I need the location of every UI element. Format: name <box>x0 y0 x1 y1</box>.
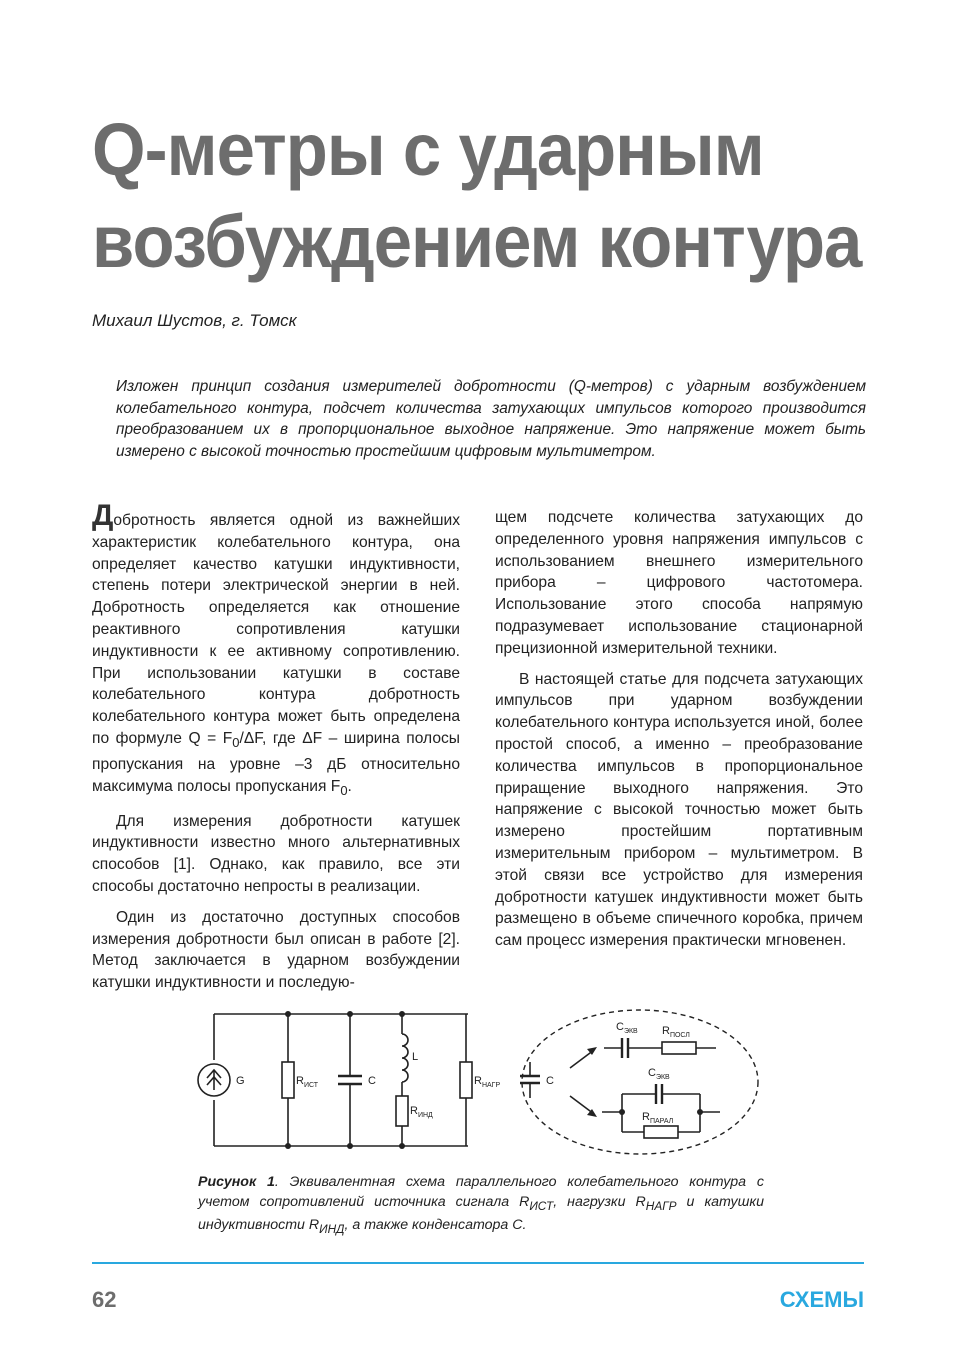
resistor-r-posl <box>662 1042 696 1054</box>
label-r-nagr: $R_{НАГР}$ <box>474 1075 501 1089</box>
body-column-right <box>495 507 863 961</box>
resistor-r-nagr <box>460 1062 472 1098</box>
figure-caption: Рисунок 1. Эквивалентная схема параллельного колебательного контура с учетом сопротивлений источника сигнала $R_{ИСТ}$, нагрузки $R_{НАГР}$ и катушки индуктивности $R_{ИНД}$, а также конденсатора C. <box>198 1174 764 1236</box>
paragraph-4: щем подсчете количества затухающих до определенного уровня напряжения импульсов с использованием внешнего измерительного прибора – цифрового частотомера. Использование этого способа напрямую подразумевает использование стационарной прецизионной измерительной техники. <box>495 509 863 657</box>
drop-cap: Д <box>92 499 114 532</box>
label-g: G <box>236 1075 245 1087</box>
title-line-2: возбуждением контура <box>92 200 862 283</box>
label-l: L <box>412 1051 419 1063</box>
paragraph-3: Один из достаточно доступных способов измерения добротности был описан в работе [2]. Метод заключается в ударном возбуждении катушки индуктивности и последую- <box>92 908 460 992</box>
footer-rule <box>92 1262 864 1264</box>
paragraph-5: В настоящей статье для подсчета затухающих импульсов при ударном возбуждении колебательного контура используется иной, более простой способ, а именно – преобразование количества импульсов в пропорциональное приращение выходного напряжения. Это напряжение с высокой точностью может быть измерено простейшим портативным измерительным прибором – мультиметром. В этой связи все устройство для измерения добротности катушек индуктивности может быть размещено в объеме спичечного коробка, причем сам процесс измерения практически мгновенен. <box>495 670 863 950</box>
label-r-paral: $R_{ПАРАЛ}$ <box>642 1111 674 1125</box>
label-c-ellipse: C <box>546 1075 554 1087</box>
label-r-ind: $R_{ИНД}$ <box>410 1105 433 1119</box>
page-number: 62 <box>92 1287 117 1312</box>
section-name: СХЕМЫ <box>779 1287 864 1312</box>
label-r-ist: $R_{ИСТ}$ <box>296 1075 319 1089</box>
body-column-left <box>92 499 460 1003</box>
circuit-diagram <box>196 1000 766 1160</box>
resistor-r-ind <box>396 1096 408 1126</box>
label-c-ekv-2: $C_{ЭКВ}$ <box>648 1067 670 1081</box>
paragraph-1: Добротность является одной из важнейших характеристик колебательного контура, она определяет качество катушки индуктивности, степень потери электрической энергии в ней. Добротность определяется как отношение реактивного сопротивления катушки индуктивности к ее активному сопротивлению. При использовании катушки в составе колебательного контура добротность колебательного контура может быть определена по формуле $Q = F_0/\Delta F$, где ΔF – ширина полосы пропускания на уровне –3 дБ относительно максимума полосы пропускания $F_0$. <box>92 499 460 798</box>
inductor-l <box>402 1034 408 1082</box>
label-c: C <box>368 1075 376 1087</box>
paragraph-2: Для измерения добротности катушек индуктивности известно много альтернативных способов [1]. Однако, как правило, все эти способы достаточно непросты в реализации. <box>92 812 460 895</box>
author-line: Михаил Шустов, г. Томск <box>92 311 297 330</box>
resistor-r-ist <box>282 1062 294 1098</box>
label-r-posl: $R_{ПОСЛ}$ <box>662 1025 690 1039</box>
label-c-ekv-1: $C_{ЭКВ}$ <box>616 1021 638 1035</box>
title-line-1: Q-метры с ударным <box>92 108 764 191</box>
abstract: Изложен принцип создания измерителей добротности (Q-метров) с ударным возбуждением колебательного контура, подсчет количества затухающих импульсов которого производится преобразованием их в пропорциональное выходное напряжение. Это напряжение может быть измерено с высокой точностью простейшим цифровым мультиметром. <box>116 378 866 460</box>
article-title <box>92 104 862 288</box>
resistor-r-paral <box>644 1126 678 1138</box>
